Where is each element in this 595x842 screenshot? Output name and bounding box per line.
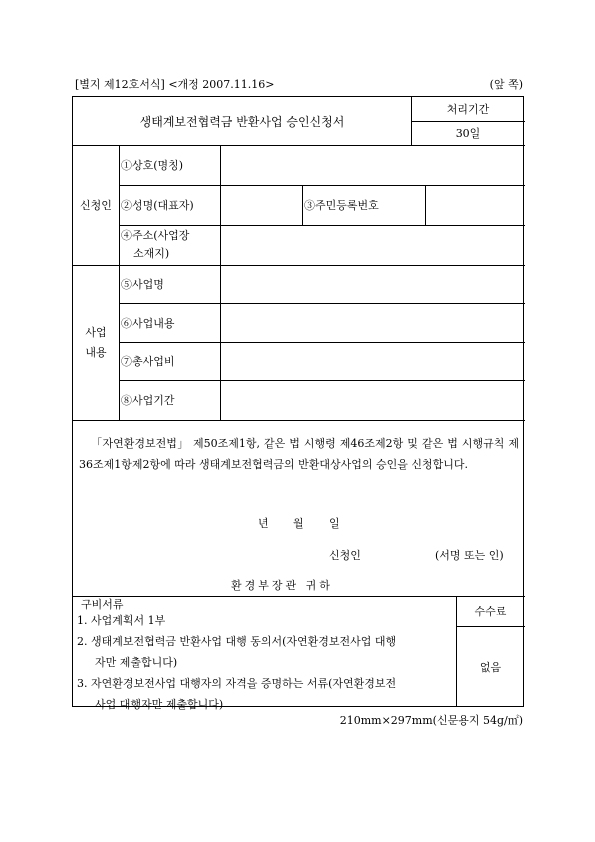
document-item-1: 1. 사업계획서 1부 <box>77 614 166 627</box>
project-content-label: ⑥사업내용 <box>121 316 175 330</box>
document-item-3-line1: 3. 자연환경보전사업 대행자의 자격을 증명하는 서류(자연환경보전 <box>77 677 397 690</box>
page-side-label: (앞 쪽) <box>489 78 523 91</box>
business-group-label-line2: 내용 <box>85 345 107 359</box>
address-label-line1: ④주소(사업장 <box>121 229 190 242</box>
address-label-line2: 소재지) <box>133 247 170 260</box>
total-cost-label: ⑦총사업비 <box>121 355 175 368</box>
form-number-label: [별지 제12호서식] <개정 2007.11.16> <box>75 78 275 91</box>
address-field[interactable] <box>220 225 525 265</box>
applicant-group-label: 신청인 <box>80 199 112 212</box>
project-content-field[interactable] <box>220 303 525 342</box>
address-label <box>121 225 219 265</box>
document-item-2-line2: 자만 제출합니다) <box>95 656 178 669</box>
processing-period-value: 30일 <box>455 127 481 140</box>
resident-number-label: ③주민등록번호 <box>304 199 379 212</box>
signature-placeholder: (서명 또는 인) <box>435 549 504 562</box>
fee-value: 없음 <box>479 660 502 674</box>
date-day-label: 일 <box>329 517 340 530</box>
document-item-3-line2: 사업 대행자만 제출합니다) <box>95 698 224 711</box>
resident-number-field[interactable] <box>425 185 525 225</box>
project-name-field[interactable] <box>220 265 525 303</box>
business-name-label: ①상호(명칭) <box>121 159 184 172</box>
representative-name-label: ②성명(대표자) <box>121 199 194 212</box>
date-year-label: 년 <box>258 517 269 530</box>
business-group-label <box>73 265 119 420</box>
application-statement: 「자연환경보전법」 제50조제1항, 같은 법 시행령 제46조제2항 및 같은 법 시행규칙 제36조제1항제2항에 따라 생태계보전협력금의 반환대상사업의 승인을 신청합니다. <box>79 437 519 471</box>
project-name-label: ⑤사업명 <box>121 278 164 291</box>
paper-spec: 210mm×297mm(신문용지 54g/㎡) <box>339 714 523 727</box>
date-month-label: 월 <box>293 517 304 530</box>
total-cost-field[interactable] <box>220 342 525 380</box>
representative-name-field[interactable] <box>220 185 302 225</box>
document-item-2-line1: 2. 생태계보전협력금 반환사업 대행 동의서(자연환경보전사업 대행 <box>77 635 397 648</box>
business-name-field[interactable] <box>220 145 525 185</box>
project-period-label: ⑧사업기간 <box>121 394 175 407</box>
applicant-sign-label: 신청인 <box>329 549 361 562</box>
addressee: 환경부장관 귀하 <box>231 579 333 592</box>
project-period-field[interactable] <box>220 380 525 420</box>
form-title: 생태계보전협력금 반환사업 승인신청서 <box>139 114 345 129</box>
required-documents-header: 구비서류 <box>81 598 124 611</box>
processing-period-label: 처리기간 <box>446 103 490 116</box>
fee-label: 수수료 <box>474 605 507 618</box>
application-form <box>72 96 524 711</box>
business-group-label-line1: 사업 <box>85 325 107 339</box>
